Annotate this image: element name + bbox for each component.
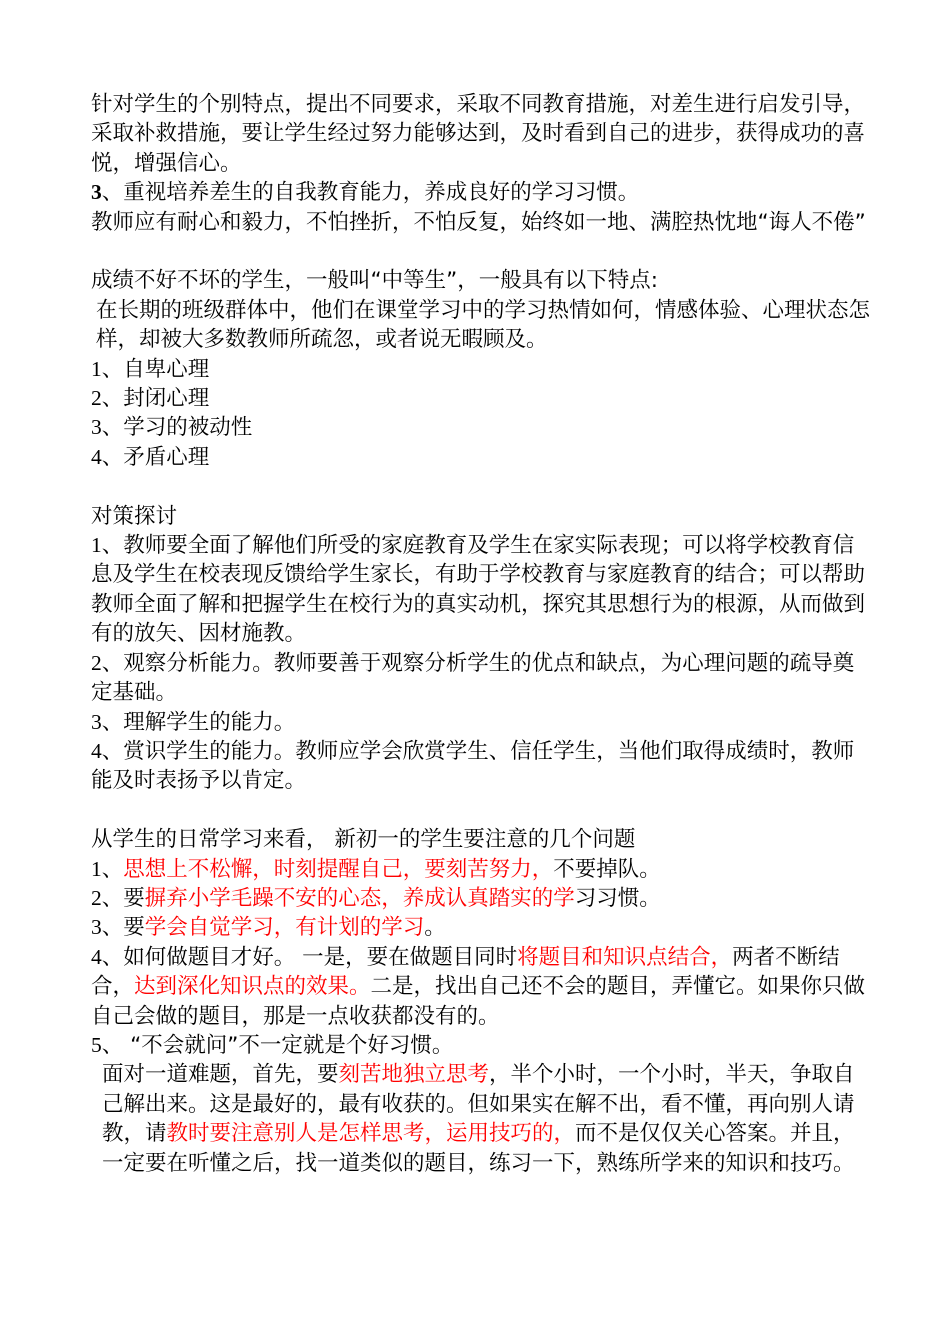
strategy-heading: 对策探讨 <box>91 503 178 529</box>
para-highlight: 教时要注意别人是怎样思考，运用技巧的， <box>166 1121 576 1147</box>
strategy-item <box>91 708 871 737</box>
advice-number: 5 <box>91 1032 102 1057</box>
document-page <box>91 90 871 1178</box>
para-mid: ，半个小时，一个小时，半天，争取自己解出来。这是最好的，最有收获的。但如果实在解不出，看不懂，再向别人请教，请 <box>102 1062 855 1147</box>
advice-item-2 <box>91 884 871 913</box>
advice-highlight: 思想上不松懈，时刻提醒自己，要刻苦努力， <box>123 856 554 882</box>
strategy-number: 4 <box>91 738 102 763</box>
advice-number: 2 <box>91 885 102 910</box>
advice-number: 1 <box>91 856 102 881</box>
advice-tail: 二是，找出自己还不会的题目，弄懂它。如果你只做自己会做的题目，那是一点收获都没有的。 <box>91 974 866 1029</box>
trait-number: 2 <box>91 386 102 411</box>
trait-item <box>91 443 871 472</box>
hard-problem-paragraph <box>91 1060 871 1178</box>
strategy-text: 、教师要全面了解他们所受的家庭教育及学生在家实际表现；可以将学校教育信息及学生在校表现反馈给学生家长，有助于学校教育与家庭教育的结合；可以帮助教师全面了解和把握学生在校行为的真实动机，探究其思想行为的根源，从而做到有的放矢、因材施教。 <box>91 533 866 647</box>
strategy-number: 1 <box>91 533 102 558</box>
para-lead: 面对一道难题，首先，要 <box>102 1062 339 1088</box>
trait-number: 3 <box>91 415 102 440</box>
trait-item <box>91 413 871 442</box>
advice-highlight: 摒弃小学毛躁不安的心态，养成认真踏实的学 <box>144 885 575 911</box>
point-3-self-education <box>91 178 871 207</box>
trait-item <box>91 355 871 384</box>
strategy-item <box>91 737 871 796</box>
advice-item-5 <box>91 1031 871 1060</box>
advice-lead: 、要 <box>101 885 145 911</box>
para-highlight: 刻苦地独立思考 <box>338 1062 490 1088</box>
strategy-text: 、理解学生的能力。 <box>101 709 296 735</box>
new-students-heading: 从学生的日常学习来看， 新初一的学生要注意的几个问题 <box>91 827 636 853</box>
point-text: 、重视培养差生的自我教育能力，养成良好的学习习惯。 <box>101 180 640 206</box>
advice-mid: 两者不断结合， <box>91 944 840 1000</box>
strategy-text: 、赏识学生的能力。教师应学会欣赏学生、信任学生，当他们取得成绩时，教师能及时表扬予以肯定。 <box>91 738 855 794</box>
advice-lead: 、如何做题目才好。 一是，要在做题目同时 <box>101 944 518 970</box>
strategy-text: 、观察分析能力。教师要善于观察分析学生的优点和缺点，为心理问题的疏导奠定基础。 <box>91 650 855 706</box>
strategy-number: 3 <box>91 709 102 734</box>
trait-text: 、自卑心理 <box>101 356 210 382</box>
paragraph-teacher-patience: 教师应有耐心和毅力，不怕挫折，不怕反复，始终如一地、满腔热忱地“诲人不倦” <box>91 209 866 235</box>
para-tail: 而不是仅仅关心答案。并且，一定要在听懂之后，找一道类似的题目，练习一下，熟练所学来的知识和技巧。 <box>102 1121 855 1176</box>
strategy-number: 2 <box>91 650 102 675</box>
trait-number: 1 <box>91 356 102 381</box>
advice-highlight: 学会自觉学习，有计划的学习 <box>144 915 425 941</box>
advice-number: 3 <box>91 915 102 940</box>
trait-number: 4 <box>91 444 102 469</box>
advice-text: 、 “不会就问”不一定就是个好习惯。 <box>101 1032 454 1058</box>
strategy-item <box>91 649 871 708</box>
point-number: 3 <box>91 180 102 205</box>
strategy-item <box>91 531 871 649</box>
advice-tail: 。 <box>424 915 446 941</box>
advice-lead: 、要 <box>101 915 145 941</box>
trait-text: 、矛盾心理 <box>101 444 210 470</box>
advice-number: 4 <box>91 944 102 969</box>
advice-highlight: 达到深化知识点的效果。 <box>134 974 371 1000</box>
paragraph-individual-measures: 针对学生的个别特点，提出不同要求，采取不同教育措施，对差生进行启发引导，采取补救措施，要让学生经过努力能够达到，及时看到自己的进步，获得成功的喜悦，增强信心。 <box>91 92 866 176</box>
trait-text: 、封闭心理 <box>101 386 210 412</box>
spacer <box>91 796 871 825</box>
advice-tail: 不要掉队。 <box>553 856 661 882</box>
spacer <box>91 472 871 501</box>
advice-sep: 、 <box>101 856 124 882</box>
middle-students-heading: 成绩不好不坏的学生，一般叫“中等生”，一般具有以下特点: <box>91 268 659 294</box>
trait-item <box>91 384 871 413</box>
advice-highlight: 将题目和知识点结合， <box>517 944 733 970</box>
spacer <box>91 237 871 266</box>
middle-students-intro: 在长期的班级群体中，他们在课堂学习中的学习热情如何，情感体验、心理状态怎样，却被大多数教师所疏忽，或者说无暇顾及。 <box>96 297 871 353</box>
advice-tail: 习习惯。 <box>574 885 661 911</box>
advice-item-4 <box>91 943 871 1031</box>
advice-item-3 <box>91 913 871 942</box>
advice-item-1 <box>91 855 871 884</box>
trait-text: 、学习的被动性 <box>101 415 253 441</box>
